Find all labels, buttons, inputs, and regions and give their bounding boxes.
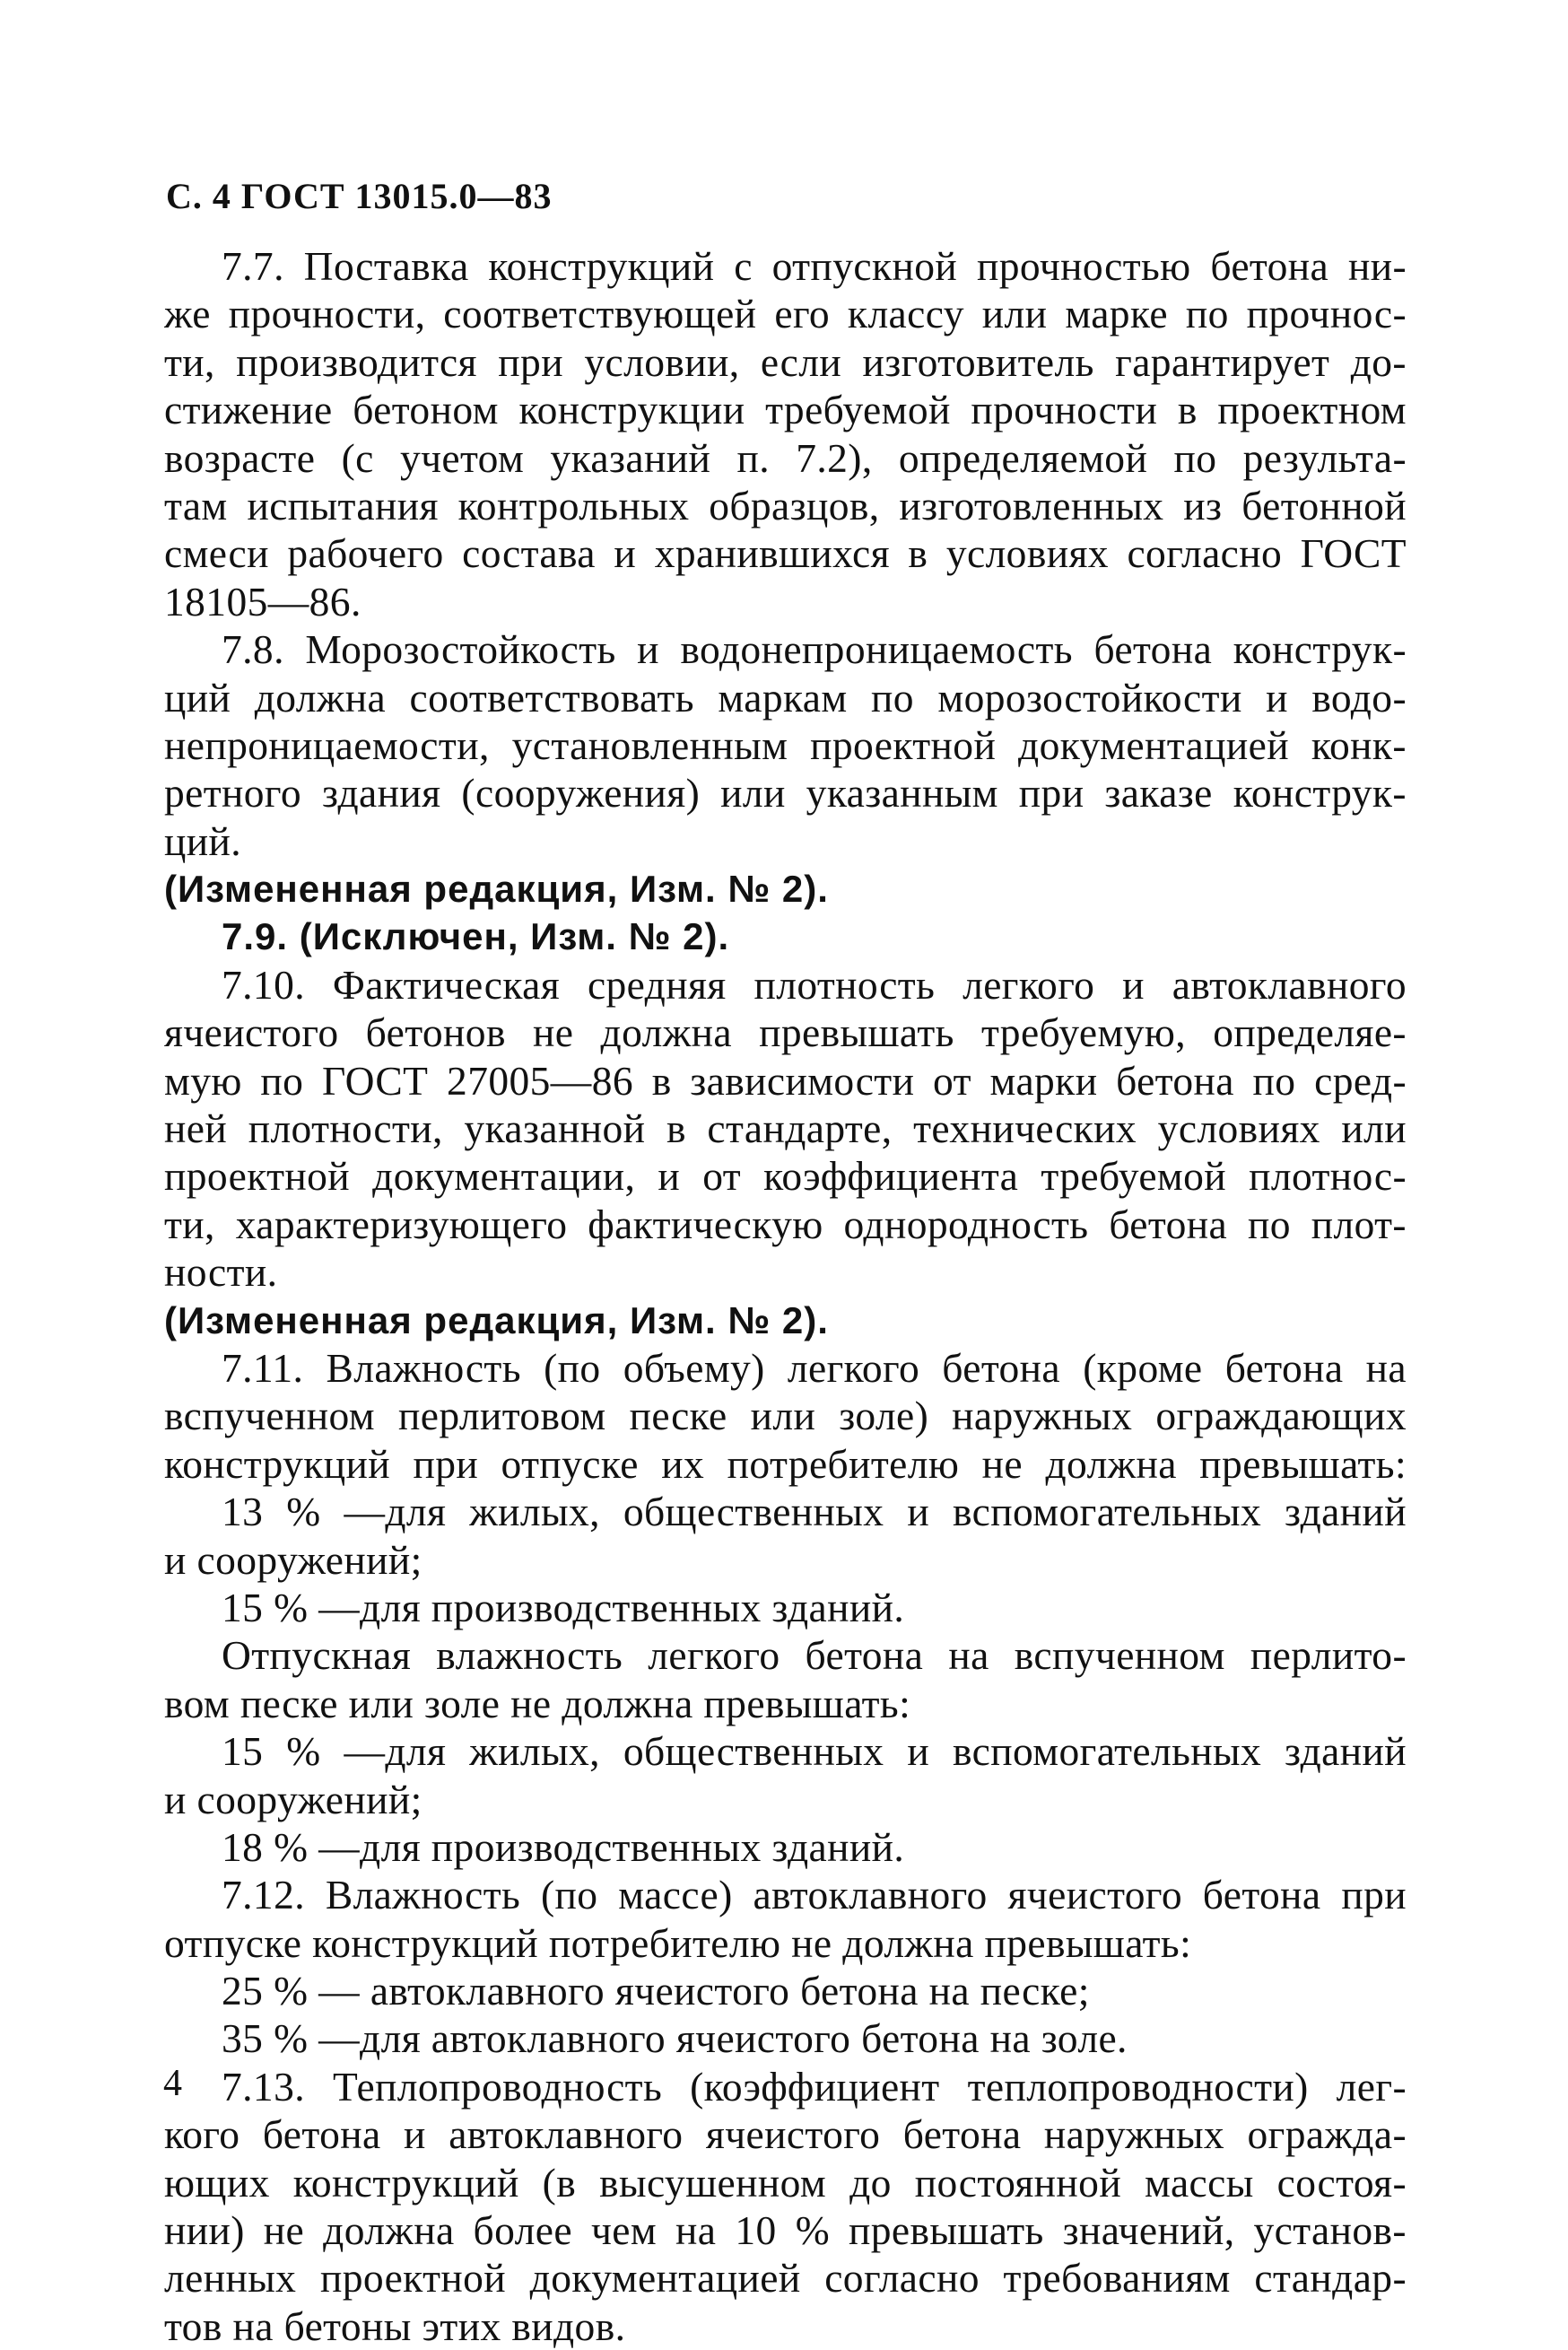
text-line: ячеистого бетонов не должна превышать требуемую, определяе-	[164, 1009, 1407, 1056]
text-line: там испытания контрольных образцов, изготовленных из бетонной	[164, 482, 1407, 529]
amendment-note-line: 7.9. (Исключен, Изм. № 2).	[222, 915, 730, 958]
text-line: 7.12. Влажность (по массе) автоклавного ячеистого бетона при	[222, 1872, 1407, 1918]
text-line: вом песке или золе не должна превышать:	[164, 1680, 911, 1726]
text-line: ности.	[164, 1249, 278, 1296]
amendment-note-line: (Измененная редакция, Изм. № 2).	[164, 868, 829, 911]
text-line: стижение бетоном конструкции требуемой прочности в проектном	[164, 387, 1407, 433]
text-line: ти, характеризующего фактическую однородность бетона по плот-	[164, 1201, 1407, 1247]
text-line: и сооружений;	[164, 1536, 422, 1583]
text-line: ти, производится при условии, если изготовитель гарантирует до-	[164, 338, 1407, 385]
text-line: Отпускная влажность легкого бетона на вспученном перлито-	[222, 1632, 1407, 1679]
amendment-note-line: (Измененная редакция, Изм. № 2).	[164, 1298, 829, 1341]
text-line: ленных проектной документацией согласно требованиям стандар-	[164, 2255, 1407, 2302]
text-line: нии) не должна более чем на 10 % превышать значений, установ-	[164, 2207, 1407, 2254]
text-line: конструкций при отпуске их потребителю не должна превышать:	[164, 1440, 1407, 1487]
text-line: отпуске конструкций потребителю не должна превышать:	[164, 1919, 1192, 1966]
text-line: 15 % —для жилых, общественных и вспомогательных зданий	[222, 1728, 1407, 1775]
text-line: ций.	[164, 817, 242, 864]
text-line: 7.10. Фактическая средняя плотность легкого и автоклавного	[222, 961, 1407, 1008]
text-line: и сооружений;	[164, 1776, 422, 1822]
text-line: 7.8. Морозостойкость и водонепроницаемость бетона конструк-	[222, 626, 1407, 673]
page-header: С. 4 ГОСТ 13015.0—83	[166, 176, 553, 216]
text-line: 18 % —для производственных зданий.	[222, 1823, 905, 1870]
text-line: вспученном перлитовом песке или золе) наружных ограждающих	[164, 1393, 1407, 1439]
text-line: мую по ГОСТ 27005—86 в зависимости от марки бетона по сред-	[164, 1057, 1407, 1104]
text-line: 25 % — автоклавного ячеистого бетона на песке;	[222, 1968, 1090, 2014]
text-line: же прочности, соответствующей его классу или марке по прочнос-	[164, 291, 1407, 337]
text-line: 7.13. Теплопроводность (коэффициент теплопроводности) лег-	[222, 2063, 1407, 2110]
text-line: 13 % —для жилых, общественных и вспомогательных зданий	[222, 1489, 1407, 1535]
document-body	[164, 242, 1407, 2350]
page-number: 4	[163, 2063, 182, 2104]
text-line: ней плотности, указанной в стандарте, технических условиях или	[164, 1105, 1407, 1152]
text-line: 35 % —для автоклавного ячеистого бетона на золе.	[222, 2015, 1128, 2062]
text-line: проектной документации, и от коэффициента требуемой плотнос-	[164, 1153, 1407, 1200]
text-line: смеси рабочего состава и хранившихся в условиях согласно ГОСТ	[164, 530, 1407, 577]
text-line: ций должна соответствовать маркам по морозостойкости и водо-	[164, 674, 1407, 721]
text-line: 7.7. Поставка конструкций с отпускной прочностью бетона ни-	[222, 243, 1407, 289]
text-line: ретного здания (сооружения) или указанным при заказе конструк-	[164, 770, 1407, 817]
text-line: кого бетона и автоклавного ячеистого бетона наружных огражда-	[164, 2111, 1407, 2158]
text-line: ющих конструкций (в высушенном до постоянной массы состоя-	[164, 2159, 1407, 2206]
text-line: 7.11. Влажность (по объему) легкого бетона (кроме бетона на	[222, 1344, 1407, 1391]
text-line: непроницаемости, установленным проектной документацией конк-	[164, 721, 1407, 768]
text-line: 15 % —для производственных зданий.	[222, 1584, 905, 1630]
text-line: тов на бетоны этих видов.	[164, 2302, 626, 2349]
text-line: возрасте (с учетом указаний п. 7.2), определяемой по результа-	[164, 434, 1407, 481]
text-line: 18105—86.	[164, 578, 362, 625]
